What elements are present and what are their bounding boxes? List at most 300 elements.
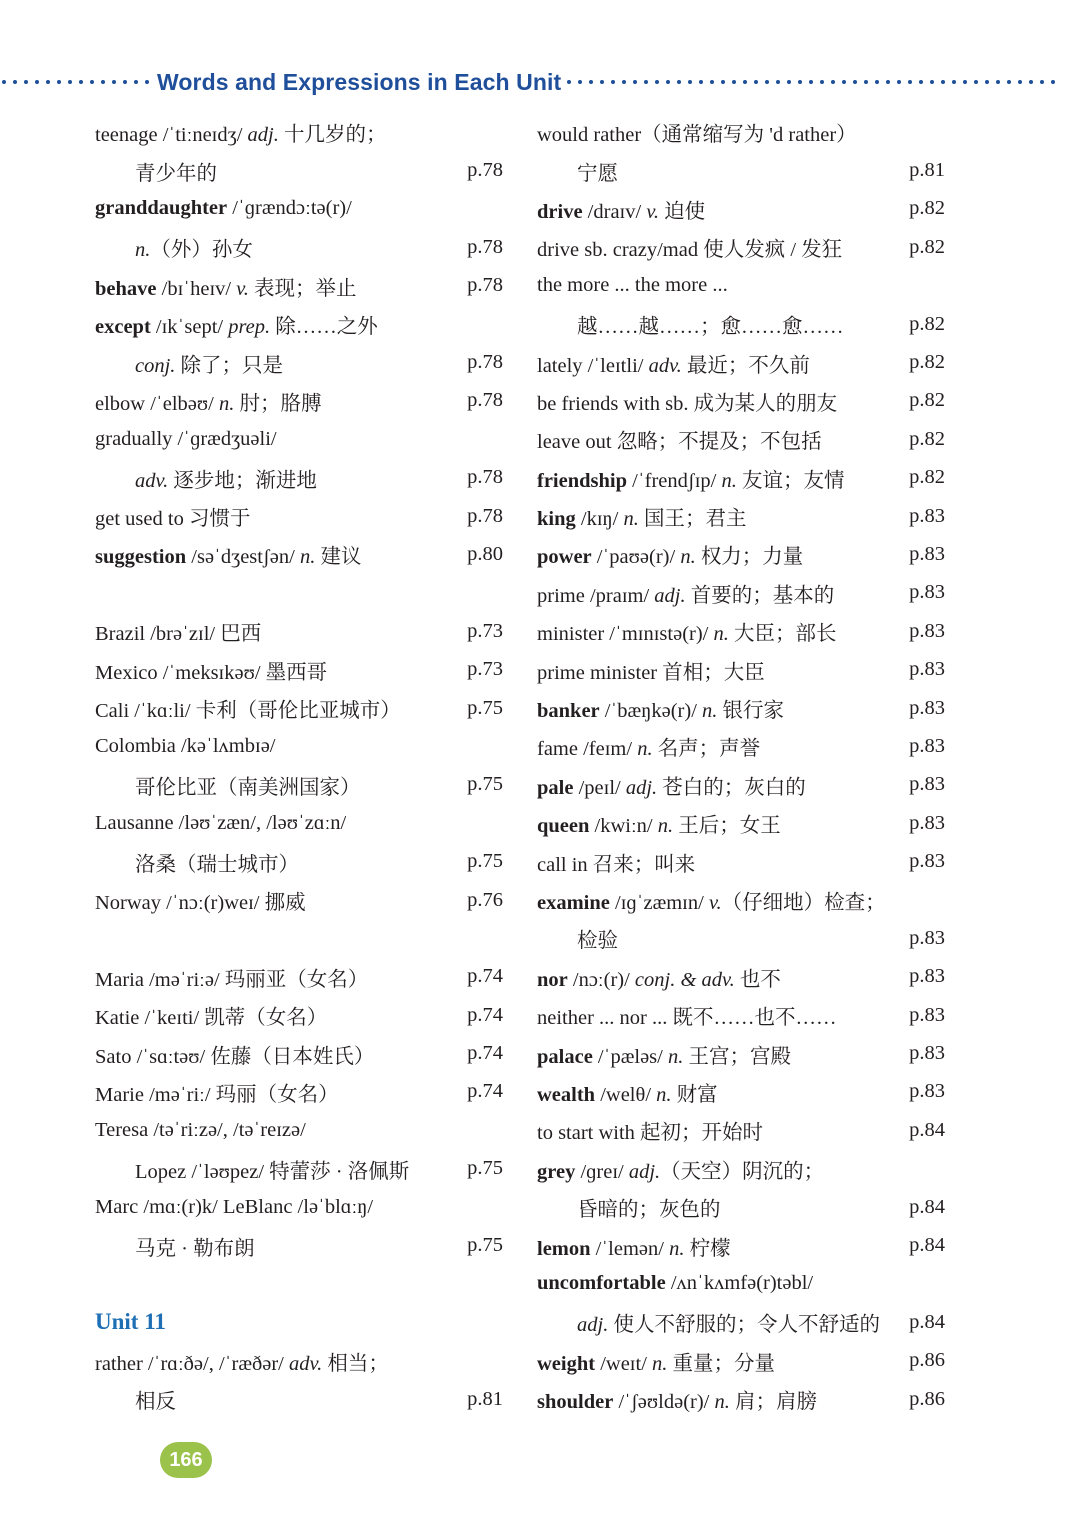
entry-body: 洛桑（瑞士城市） — [135, 853, 299, 876]
page-ref: p.82 — [909, 235, 945, 258]
entry-body: 相反 — [135, 1391, 176, 1414]
entry-body: prime /praɪm/ — [537, 584, 655, 607]
part-of-speech: adv. — [289, 1352, 323, 1375]
vocab-entry — [95, 1073, 503, 1111]
entry-text — [95, 197, 352, 220]
headword: palace — [537, 1045, 593, 1068]
entry-text — [95, 1000, 327, 1030]
entry-text — [537, 885, 886, 915]
page-ref: p.74 — [467, 1003, 503, 1026]
meaning: 柠檬 — [684, 1237, 731, 1260]
entry-text — [95, 1119, 306, 1142]
vocab-entry — [537, 1073, 945, 1111]
entry-body: would rather（通常缩写为 'd rather） — [537, 124, 857, 147]
part-of-speech: v. — [236, 277, 249, 300]
page-ref: p.75 — [467, 850, 503, 873]
vocab-entry — [537, 574, 945, 612]
entry-body: Brazil /brəˈzɪl/ 巴西 — [95, 623, 262, 646]
page-ref: p.73 — [467, 658, 503, 681]
vocab-entry — [95, 151, 503, 189]
part-of-speech: n. — [652, 1352, 668, 1375]
header-dot — [919, 80, 923, 84]
header-dot — [688, 80, 692, 84]
entry-text — [95, 1077, 339, 1107]
entry-text — [95, 309, 378, 339]
vocab-entry — [537, 151, 945, 189]
header-dot — [908, 80, 912, 84]
entry-body: /kwiːn/ — [589, 815, 658, 838]
entry-text — [537, 1000, 837, 1030]
entry-text — [537, 232, 842, 262]
entry-body: /ˈfrendʃɪp/ — [627, 469, 722, 492]
header-dot — [567, 80, 571, 84]
entry-text — [537, 578, 834, 608]
part-of-speech: n. — [714, 1391, 730, 1414]
part-of-speech: n. — [680, 546, 696, 569]
headword: queen — [537, 815, 590, 838]
part-of-speech: n. — [669, 1237, 685, 1260]
meaning: 王后；女王 — [673, 815, 781, 838]
header-dot — [57, 80, 61, 84]
header-dot — [600, 80, 604, 84]
header-dot — [633, 80, 637, 84]
part-of-speech: adv. — [135, 469, 169, 492]
page-ref: p.84 — [909, 1195, 945, 1218]
entry-body: Marie /məˈriː/ 玛丽（女名） — [95, 1083, 339, 1106]
entry-body: leave out 忽略；不提及；不包括 — [537, 431, 822, 454]
vocab-entry — [537, 459, 945, 497]
entry-body: prime minister 首相；大臣 — [537, 661, 765, 684]
header-dot — [798, 80, 802, 84]
part-of-speech: n. — [702, 700, 718, 723]
entry-body: /ˈbæŋkə(r)/ — [599, 700, 703, 723]
vocab-entry — [95, 1188, 503, 1226]
vocab-entry — [537, 382, 945, 420]
entry-text — [537, 424, 822, 454]
meaning: 友谊；友情 — [736, 469, 845, 492]
header-dot — [101, 80, 105, 84]
part-of-speech: n. — [656, 1083, 672, 1106]
page-ref: p.78 — [467, 159, 503, 182]
header-dot — [2, 80, 6, 84]
header-dot — [13, 80, 17, 84]
headword: lemon — [537, 1237, 591, 1260]
page-ref: p.83 — [909, 926, 945, 949]
vocab-entry — [537, 535, 945, 573]
page-ref: p.83 — [909, 1003, 945, 1026]
header-title: Words and Expressions in Each Unit — [157, 68, 562, 95]
vocab-entry — [537, 958, 945, 996]
vocab-entry — [95, 881, 503, 919]
header-dot — [996, 80, 1000, 84]
vocab-entry — [537, 919, 945, 957]
header-dot — [897, 80, 901, 84]
entry-text — [95, 1196, 373, 1219]
entry-text — [95, 1154, 409, 1184]
header-dot — [952, 80, 956, 84]
header-dot — [963, 80, 967, 84]
page-ref: p.78 — [467, 389, 503, 412]
vocab-entry — [95, 996, 503, 1034]
entry-body: /bɪˈheɪv/ — [156, 277, 237, 300]
entry-body: /ˈpæləs/ — [592, 1045, 668, 1068]
vocab-entry — [95, 382, 503, 420]
page-ref: p.86 — [909, 1387, 945, 1410]
vocab-entry — [537, 420, 945, 458]
header-dot — [35, 80, 39, 84]
entry-text — [537, 348, 810, 378]
header-dot — [123, 80, 127, 84]
entry-body: 青少年的 — [135, 162, 217, 185]
header-dot — [985, 80, 989, 84]
part-of-speech: adj. — [628, 1160, 661, 1183]
vocab-entry — [537, 228, 945, 266]
headword: banker — [537, 700, 600, 723]
vocab-entry — [95, 190, 503, 228]
vocab-entry — [537, 1380, 945, 1418]
header-dot — [941, 80, 945, 84]
entry-text — [537, 386, 837, 416]
entry-body: /welθ/ — [595, 1083, 657, 1106]
vocab-entry — [95, 535, 503, 573]
vocab-entry — [537, 727, 945, 765]
entry-body: Mexico /ˈmeksɪkəʊ/ 墨西哥 — [95, 661, 328, 684]
entry-text — [95, 463, 317, 493]
entry-text — [537, 1039, 791, 1069]
vocab-entry — [537, 1265, 945, 1303]
vocab-entry — [537, 650, 945, 688]
page-ref: p.83 — [909, 619, 945, 642]
header-dot — [864, 80, 868, 84]
part-of-speech: v. — [708, 892, 722, 914]
vocab-entry — [95, 804, 503, 842]
entry-text — [95, 232, 253, 262]
entry-body: /ˈlemən/ — [590, 1237, 670, 1260]
header-dot — [46, 80, 50, 84]
meaning: 也不 — [734, 968, 781, 991]
vocab-entry — [537, 881, 945, 919]
vocab-entry — [95, 267, 503, 305]
page-ref: p.75 — [467, 696, 503, 719]
entry-body: Teresa /təˈriːzə/, /təˈreɪzə/ — [95, 1118, 306, 1141]
meaning: 名声；声誉 — [652, 738, 761, 761]
entry-text — [537, 923, 618, 953]
header-dot — [699, 80, 703, 84]
meaning: 相当； — [322, 1352, 389, 1375]
vocab-entry — [95, 420, 503, 458]
page-ref: p.84 — [909, 1234, 945, 1257]
part-of-speech: n. — [135, 239, 151, 262]
header-dot — [611, 80, 615, 84]
meaning: 使人不舒服的；令人不舒适的 — [608, 1314, 880, 1337]
part-of-speech: n. — [637, 738, 653, 761]
headword: shoulder — [537, 1391, 614, 1414]
header-dot — [754, 80, 758, 84]
page-ref: p.78 — [467, 274, 503, 297]
entry-body: 哥伦比亚（南美洲国家） — [135, 776, 361, 799]
part-of-speech: n. — [713, 623, 729, 646]
entry-text — [95, 655, 327, 685]
vocab-entry — [95, 612, 503, 650]
page-ref: p.82 — [909, 351, 945, 374]
entry-text — [95, 885, 306, 915]
headword: except — [95, 316, 151, 339]
meaning: 迫使 — [659, 200, 706, 223]
entry-text — [537, 1077, 718, 1107]
unit-title — [95, 1309, 166, 1335]
entry-body: /ˈɡrændɔːtə(r)/ — [227, 197, 352, 220]
page-ref: p.84 — [909, 1310, 945, 1333]
vocab-entry — [537, 1111, 945, 1149]
headword: power — [537, 546, 592, 569]
entry-text — [95, 539, 361, 569]
header-dot — [743, 80, 747, 84]
entry-text — [95, 1346, 389, 1376]
headword: granddaughter — [95, 197, 228, 220]
page-ref: p.82 — [909, 466, 945, 489]
entry-body: teenage /ˈtiːneɪdʒ/ — [95, 124, 248, 147]
vocab-entry — [537, 190, 945, 228]
header-dot — [24, 80, 28, 84]
spacer — [95, 574, 503, 612]
entry-body: Lopez /ˈləʊpez/ 特蕾莎 · 洛佩斯 — [135, 1160, 410, 1183]
header-dot — [1007, 80, 1011, 84]
header-dot — [710, 80, 714, 84]
headword: uncomfortable — [537, 1272, 666, 1295]
vocab-entry — [537, 305, 945, 343]
part-of-speech: conj. — [135, 354, 176, 377]
header-dot — [1018, 80, 1022, 84]
header-dot — [666, 80, 670, 84]
vocab-entry — [95, 228, 503, 266]
part-of-speech: prep. — [228, 316, 271, 339]
page-ref: p.81 — [467, 1387, 503, 1410]
header-dot — [732, 80, 736, 84]
entry-body: 昏暗的；灰色的 — [577, 1199, 721, 1222]
entry-body: Norway /ˈnɔː(r)weɪ/ 挪威 — [95, 892, 306, 914]
header-dots-left — [2, 80, 149, 84]
vocab-entry — [537, 267, 945, 305]
entry-text — [95, 770, 361, 800]
header-dot — [875, 80, 879, 84]
header-dot — [886, 80, 890, 84]
header-dot — [68, 80, 72, 84]
entry-text — [95, 812, 346, 835]
vocab-entry — [95, 343, 503, 381]
vocab-entry — [95, 1111, 503, 1149]
headword: wealth — [537, 1083, 596, 1106]
meaning: 财富 — [671, 1083, 718, 1106]
headword: pale — [537, 776, 574, 799]
part-of-speech: n. — [667, 1045, 684, 1068]
header-dot — [655, 80, 659, 84]
meaning: 逐步地；渐进地 — [168, 469, 317, 492]
vocab-entry — [95, 958, 503, 996]
meaning: 肘；胳膊 — [234, 392, 322, 415]
entry-text — [537, 770, 806, 800]
meaning: 除了；只是 — [175, 354, 284, 377]
entry-body: call in 召来；叫来 — [537, 853, 696, 876]
entry-text — [537, 309, 844, 339]
page-ref: p.75 — [467, 1157, 503, 1180]
page-ref: p.83 — [909, 581, 945, 604]
vocab-entry — [95, 727, 503, 765]
entry-body: Katie /ˈkeɪti/ 凯蒂（女名） — [95, 1007, 328, 1030]
vocab-entry — [95, 689, 503, 727]
entry-body: fame /feɪm/ — [537, 738, 638, 761]
vocab-entry — [537, 842, 945, 880]
entry-text — [537, 1307, 880, 1337]
headword: suggestion — [95, 546, 187, 569]
header-dot — [589, 80, 593, 84]
header-dot — [1029, 80, 1033, 84]
part-of-speech: n. — [299, 546, 316, 569]
entry-body: elbow /ˈelbəʊ/ — [95, 392, 219, 415]
header-dot — [145, 80, 149, 84]
page-ref: p.83 — [909, 542, 945, 565]
section-header — [0, 62, 1087, 102]
meaning: 表现；举止 — [248, 277, 357, 300]
vocab-entry — [537, 1188, 945, 1226]
entry-text — [95, 1384, 176, 1414]
page-ref: p.83 — [909, 773, 945, 796]
entry-body: lately /ˈleɪtli/ — [537, 354, 649, 377]
entry-text — [95, 962, 368, 992]
entry-text — [537, 274, 728, 297]
spacer — [95, 1265, 503, 1303]
unit-heading — [95, 1303, 503, 1341]
entry-body: rather /ˈrɑːðə/, /ˈræðər/ — [95, 1352, 289, 1375]
right-column — [537, 113, 945, 1418]
meaning: （外）孙女 — [150, 239, 253, 262]
entry-text — [537, 808, 781, 838]
entry-body: Colombia /kəˈlʌmbɪə/ — [95, 734, 276, 757]
part-of-speech: v. — [646, 200, 660, 223]
vocab-entry — [95, 305, 503, 343]
vocab-entry — [95, 766, 503, 804]
part-of-speech: n. — [657, 815, 674, 838]
page-ref: p.83 — [909, 1042, 945, 1065]
vocab-entry — [537, 1226, 945, 1264]
part-of-speech: n. — [218, 392, 235, 415]
header-dot — [974, 80, 978, 84]
page-ref: p.73 — [467, 619, 503, 642]
meaning: 大臣；部长 — [728, 623, 837, 646]
vocab-entry — [95, 842, 503, 880]
meaning: 建议 — [315, 546, 362, 569]
meaning: （仔细地）检查； — [721, 892, 886, 914]
page-ref: p.82 — [909, 389, 945, 412]
header-dot — [112, 80, 116, 84]
vocab-entry — [537, 1342, 945, 1380]
part-of-speech: n. — [623, 508, 639, 531]
page-ref: p.78 — [467, 235, 503, 258]
page-ref: p.82 — [909, 312, 945, 335]
headword: weight — [537, 1352, 596, 1375]
header-dot — [90, 80, 94, 84]
vocab-entry — [537, 497, 945, 535]
entry-text — [537, 1231, 731, 1261]
page-ref: p.78 — [467, 351, 503, 374]
entry-body: 宁愿 — [577, 162, 618, 185]
header-dot — [853, 80, 857, 84]
entry-text — [95, 501, 250, 531]
entry-body: /weɪt/ — [595, 1352, 653, 1375]
entry-body: drive sb. crazy/mad 使人发疯 / 发狂 — [537, 239, 843, 262]
page-ref: p.83 — [909, 734, 945, 757]
vocab-entry — [95, 1226, 503, 1264]
entry-text — [537, 1154, 824, 1184]
page-ref: p.75 — [467, 773, 503, 796]
entry-text — [537, 463, 845, 493]
entry-body: neither ... nor ... 既不……也不…… — [537, 1007, 837, 1030]
entry-body: /ˈpaʊə(r)/ — [591, 546, 681, 569]
header-dot — [820, 80, 824, 84]
vocab-entry — [537, 804, 945, 842]
entry-body: /səˈdʒestʃən/ — [186, 546, 300, 569]
entry-text — [537, 693, 784, 723]
page-ref: p.75 — [467, 1234, 503, 1257]
entry-text — [537, 962, 781, 992]
header-dot — [644, 80, 648, 84]
vocab-entry — [95, 1034, 503, 1072]
entry-text — [537, 1384, 817, 1414]
header-dot — [842, 80, 846, 84]
header-dot — [578, 80, 582, 84]
entry-body: be friends with sb. 成为某人的朋友 — [537, 392, 838, 415]
page-ref: p.83 — [909, 1080, 945, 1103]
header-dots-right — [567, 80, 1087, 84]
entry-body: Marc /mɑː(r)k/ LeBlanc /ləˈblɑːŋ/ — [95, 1195, 374, 1218]
headword: nor — [537, 968, 568, 991]
entry-body: /ʌnˈkʌmfə(r)təbl/ — [665, 1272, 814, 1295]
part-of-speech: n. — [721, 469, 737, 492]
meaning: 重量；分量 — [667, 1352, 776, 1375]
entry-text — [537, 539, 803, 569]
entry-body: /peɪl/ — [573, 776, 626, 799]
page-ref: p.83 — [909, 850, 945, 873]
entry-body: /ˈʃəʊldə(r)/ — [613, 1391, 715, 1414]
entry-text — [537, 847, 695, 877]
vocab-entry — [537, 612, 945, 650]
entry-text — [95, 1231, 255, 1261]
entry-text — [95, 1039, 374, 1069]
entry-body: /draɪv/ — [582, 200, 647, 223]
entry-text — [537, 616, 837, 646]
entry-text — [537, 156, 618, 186]
vocab-entry — [95, 1342, 503, 1380]
entry-text — [537, 501, 746, 531]
entry-body: Cali /ˈkɑːli/ 卡利（哥伦比亚城市） — [95, 700, 401, 723]
page-ref: p.83 — [909, 504, 945, 527]
page-ref: p.83 — [909, 811, 945, 834]
entry-body: 马克 · 勒布朗 — [135, 1237, 255, 1260]
entry-text — [537, 1192, 721, 1222]
vocab-entry — [95, 1380, 503, 1418]
header-dot — [930, 80, 934, 84]
vocab-entry — [95, 1150, 503, 1188]
part-of-speech: adv. — [648, 354, 682, 377]
entry-text — [95, 428, 277, 451]
entry-text — [95, 616, 261, 646]
headword: king — [537, 508, 576, 531]
vocab-entry — [95, 497, 503, 535]
meaning: 国王；君主 — [638, 508, 747, 531]
page-ref: p.78 — [467, 466, 503, 489]
header-dot — [134, 80, 138, 84]
meaning: （天空）阴沉的； — [660, 1160, 825, 1183]
header-dot — [776, 80, 780, 84]
